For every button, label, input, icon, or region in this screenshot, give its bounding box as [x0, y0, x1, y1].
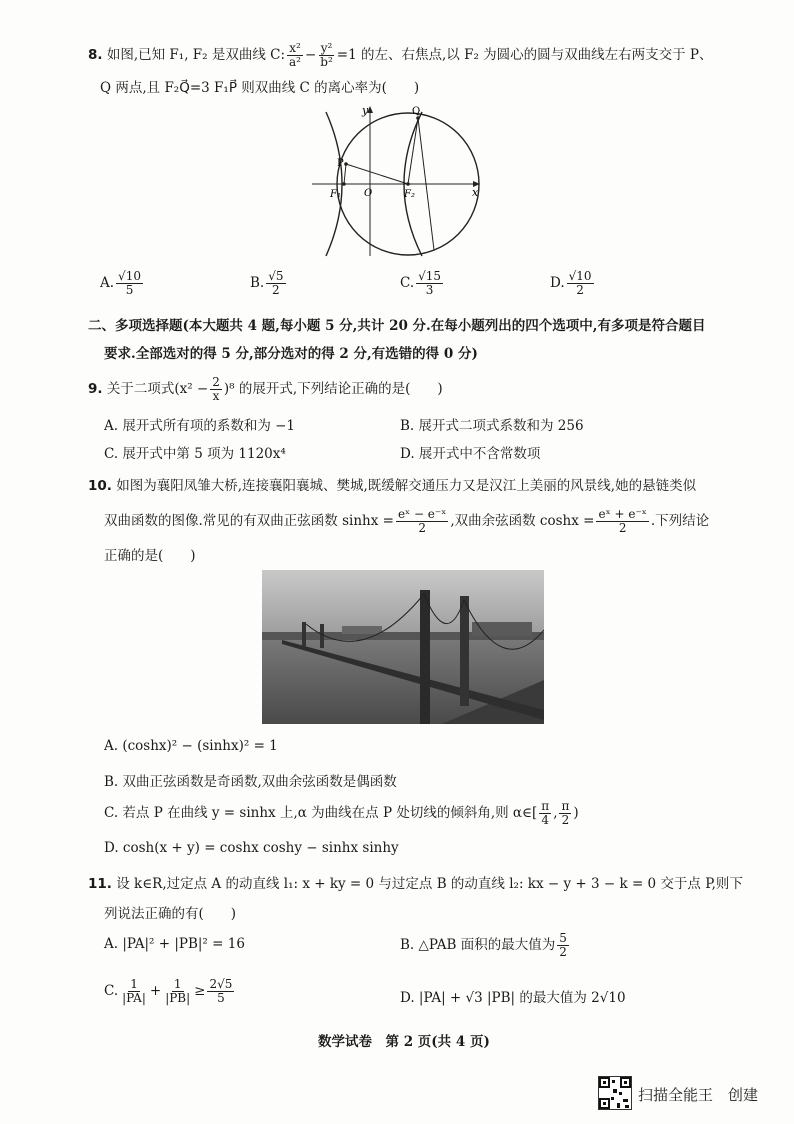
label-p: P [337, 158, 344, 169]
q8-option-c: C. $\frac{√15}{3}$ [400, 269, 442, 297]
section2-line1: 二、多项选择题(本大题共 4 题,每小题 5 分,共计 20 分.在每小题列出的四个选项中,有多项是符合题目 [88, 318, 706, 334]
q11-option-d: D. |PA| + √3 |PB| 的最大值为 2√10 [400, 990, 626, 1006]
q9-option-b: B. 展开式二项式系数和为 256 [400, 418, 584, 434]
qr-code-icon [598, 1076, 632, 1110]
q11-option-b: B. △PAB 面积的最大值为 $\frac{5}{2}$ [400, 931, 567, 959]
q10-line1: 10. 如图为襄阳凤雏大桥,连接襄阳襄城、樊城,既缓解交通压力又是汉江上美丽的风景线,她的悬链类似 [88, 478, 697, 494]
label-f2: F₂ [404, 189, 415, 200]
section2-line2: 要求.全部选对的得 5 分,部分选对的得 2 分,有选错的得 0 分) [104, 346, 478, 362]
q11-line1: 11. 设 k∈R,过定点 A 的动直线 l₁: x + ky = 0 与过定点 B 的动直线 l₂: kx − y + 3 − k = 0 交于点 P,则下 [88, 876, 743, 892]
q11-option-c: C. $\frac{1}{|PA|}$ + $\frac{1}{|PB|}$ ≥ $\frac{2√5}{5}$ [104, 977, 233, 1005]
q10-option-a: A. (coshx)² − (sinhx)² = 1 [104, 738, 278, 754]
q10-line3: 正确的是( ) [104, 548, 196, 564]
q8-option-a: A. $\frac{√10}{5}$ [100, 269, 141, 297]
label-f1: F₁ [330, 189, 341, 200]
q8-number: 8. [88, 47, 103, 63]
q9-stem: 9. 关于二项式(x² − $\frac{2}{x}$ )⁸ 的展开式,下列结论正确的是( ) [88, 375, 443, 403]
q10-option-b: B. 双曲正弦函数是奇函数,双曲余弦函数是偶函数 [104, 774, 397, 790]
q8-line1: 8. 如图,已知 F₁, F₂ 是双曲线 C: $\frac{\text{x²}}{\text{a²}}$ − $\frac{\text{y²}}{\text{b²}}$ =1 的左、右焦点,以 F₂ 为圆心的圆与双曲线左右两支交于 P、 [88, 41, 713, 69]
segment-p-f2 [346, 164, 408, 184]
q9-option-c: C. 展开式中第 5 项为 1120x⁴ [104, 446, 286, 462]
q8-option-d: D. $\frac{√10}{2}$ [550, 269, 592, 297]
q11-line2: 列说法正确的有( ) [104, 906, 237, 922]
q8-option-b: B. $\frac{√5}{2}$ [250, 269, 284, 297]
q11-option-a: A. |PA|² + |PB|² = 16 [104, 936, 245, 952]
scanner-watermark: 扫描全能王 创建 [638, 1086, 759, 1104]
point-f1 [342, 182, 346, 186]
point-f2 [406, 182, 410, 186]
segment-f2-q [408, 118, 418, 184]
label-x: x [472, 186, 479, 199]
q9-option-d: D. 展开式中不含常数项 [400, 446, 541, 462]
page-footer: 数学试卷 第 2 页(共 4 页) [318, 1034, 490, 1050]
q8-frac-x2a2: $\frac{\text{x²}}{\text{a²}}$ [289, 41, 301, 69]
segment-f1-p [344, 164, 346, 184]
q10-option-d: D. cosh(x + y) = coshx coshy − sinhx sinhy [104, 840, 399, 856]
q10-line2: 双曲函数的图像.常见的有双曲正弦函数 sinhx = $\frac{\text{eˣ − e⁻ˣ}}{2}$ ,双曲余弦函数 coshx = $\frac{\text{eˣ + e⁻ˣ}}{2}$ .下列结论 [104, 507, 710, 535]
label-q: Q [412, 106, 421, 117]
q10-option-c: C. 若点 P 在曲线 y = sinhx 上,α 为曲线在点 P 处切线的倾斜角,则 α∈[ $\frac{\pi}{4}$ , $\frac{\pi}{2}$ ) [104, 799, 579, 827]
q8-line2: Q 两点,且 F₂Q⃗=3 F₁P⃗ 则双曲线 C 的离心率为( ) [100, 80, 420, 96]
bridge-photo [262, 570, 544, 724]
q8-frac-y2b2: $\frac{\text{y²}}{\text{b²}}$ [320, 41, 333, 69]
hyperbola-figure [304, 100, 488, 260]
point-p [344, 162, 348, 166]
label-o: O [364, 188, 373, 199]
q9-option-a: A. 展开式所有项的系数和为 −1 [104, 418, 296, 434]
label-y: y [362, 104, 369, 117]
